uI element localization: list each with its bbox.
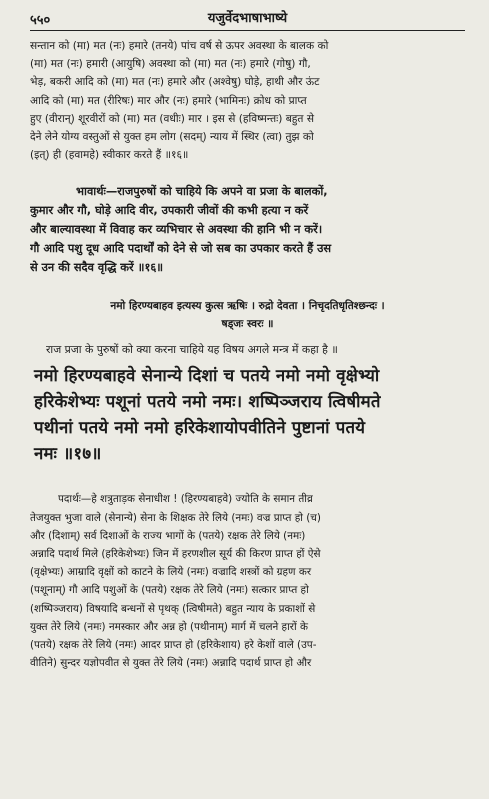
page-number: ५५०	[30, 13, 51, 28]
text-line: भावार्थः—राजपुरुषों को चाहिये कि अपने वा प्रजा के बालकों,	[76, 184, 328, 199]
text-line: और बाल्यावस्था में विवाह कर व्यभिचार से अवस्था की हानि भी न करें।	[30, 222, 323, 237]
text-line: नमो हिरण्यबाहव इत्यस्य कुत्स ऋषिः । रुद्रो देवता । निचृदतिधृतिश्छन्दः ।	[110, 300, 385, 313]
text-line: देने लेने योग्य वस्तुओं से युक्त हम लोग (सदम्) न्याय में स्थिर (त्वा) तुझ को	[30, 131, 314, 144]
mantra-line: नमः ॥१७॥	[34, 443, 102, 464]
text-line: (पशूनाम्) गौ आदि पशुओं के (पतये) रक्षक तेरे लिये (नमः) सत्कार प्राप्त हो	[30, 584, 309, 597]
mantra-line: हरिकेशेभ्यः पशूनां पतये नमो नमः। शष्पिञ्जराय त्विषीमते	[34, 391, 381, 412]
text-line: और (दिशाम्) सर्व दिशाओं के राज्य भागों के (पतये) रक्षक तेरे लिये (नमः)	[30, 529, 306, 542]
text-line: (मा) मत (नः) हमारी (आयुषि) अवस्था को (मा) मत (नः) हमारे (गोषु) गौ,	[30, 58, 311, 71]
bhavartha-paragraph	[30, 182, 465, 277]
text-line: अन्नादि पदार्थ मिले (हरिकेशेभ्यः) जिन में हरणशील सूर्य की किरण प्राप्त हों ऐसे	[30, 548, 321, 561]
text-line: युक्त तेरे लिये (नमः) नमस्कार और अन्न हो (पथीनाम्) मार्ग में चलने हारों के	[30, 620, 308, 633]
mantra-line: नमो हिरण्यबाहवे सेनान्ये दिशां च पतये नमो नमो वृक्षेभ्यो	[34, 365, 380, 386]
text-line: (इत्) ही (हवामहे) स्वीकार करते हैं ॥१६॥	[30, 149, 189, 162]
text-line: (वृक्षेभ्यः) आम्रादि वृक्षों को काटने के लिये (नमः) वज्रादि शस्त्रों को ग्रहण कर	[30, 566, 312, 579]
text-line: तेजयुक्त भुजा वाले (सेनान्ये) सेना के शिक्षक तेरे लिये (नमः) वज्र प्राप्त हो (च)	[30, 511, 321, 524]
text-line: पदार्थः—हे शत्रुताड़क सेनाधीश ! (हिरण्यबाहवे) ज्योति के समान तीव्र	[58, 493, 313, 506]
padartha-paragraph	[30, 490, 465, 672]
text-line: भेड़, बकरी आदि को (मा) मत (नः) हमारे और (अश्वेषु) घोड़े, हाथी और ऊंट	[30, 76, 320, 89]
text-line: कुमार और गौ, घोड़े आदि वीर, उपकारी जीवों की कभी हत्या न करें	[30, 203, 309, 218]
rishi-devata-line	[30, 297, 465, 333]
text-line: (पतये) रक्षक तेरे लिये (नमः) आदर प्राप्त हो (हरिकेशाय) हरे केशों वाले (उप-	[30, 639, 317, 652]
text-line: सन्तान को (मा) मत (नः) हमारे (तनये) पांच वर्ष से ऊपर अवस्था के बालक को	[30, 40, 329, 52]
text-line: वीतिने) सुन्दर यज्ञोपवीत से युक्त तेरे लिये (नमः) अन्नादि पदार्थ प्राप्त हो और	[30, 657, 312, 670]
text-line: गौ आदि पशु दूध आदि पदार्थों को देने से जो सब का उपकार करते हैं उस	[30, 241, 332, 256]
mantra-verse	[30, 362, 465, 466]
text-line: (शष्पिञ्जराय) विषयादि बन्धनों से पृथक् (त्विषीमते) बहुत न्याय के प्रकाशों से	[30, 602, 316, 615]
text-line: हुए (वीरान्) शूरवीरों को (मा) मत (वधीः) मार । इस से (हविष्मन्तः) बहुत से	[30, 112, 314, 125]
running-title: यजुर्वेदभाषाभाष्ये	[207, 11, 288, 26]
context-line: राज प्रजा के पुरुषों को क्या करना चाहिये यह विषय अगले मन्त्र में कहा है ॥	[46, 343, 338, 357]
text-line: आदि को (मा) मत (रीरिषः) मार और (नः) हमारे (भामिनः) क्रोध को प्राप्त	[30, 94, 307, 107]
mantra-line: पथीनां पतये नमो नमो हरिकेशायोपवीतिने पुष्टानां पतये	[34, 417, 366, 438]
text-line: षड्जः स्वरः ॥	[221, 318, 274, 331]
header-rule	[30, 30, 465, 31]
text-line: से उन की सदैव वृद्धि करें ॥१६॥	[30, 260, 164, 275]
page-header	[30, 4, 465, 26]
intro-paragraph	[30, 37, 465, 164]
